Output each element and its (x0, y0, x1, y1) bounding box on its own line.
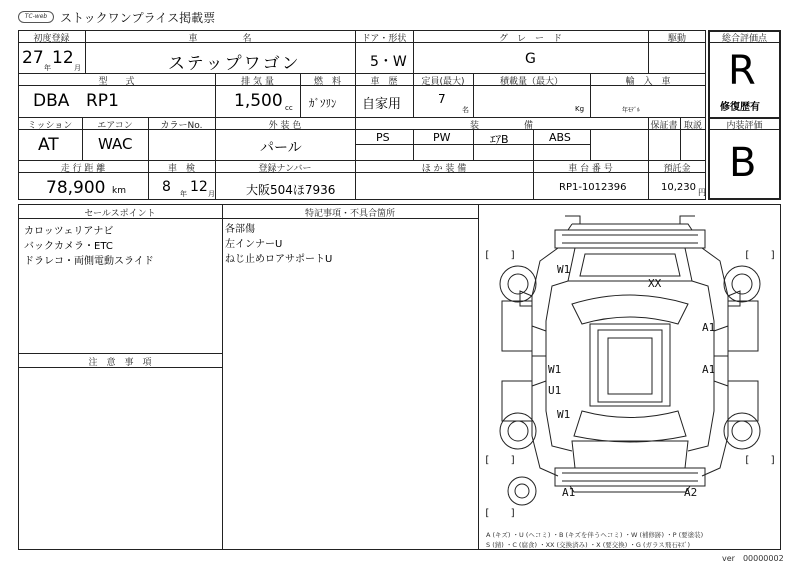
km-unit: km (112, 186, 126, 196)
load-label: 積載量（最大） (499, 77, 563, 87)
aircon-value: WAC (98, 135, 133, 153)
damage-mark-u1: U1 (548, 384, 562, 397)
damage-mark-w1: W1 (548, 363, 562, 376)
sales-point-2: バックカメラ・ETC (24, 241, 113, 252)
history-label: 車 歴 (370, 77, 398, 87)
tcweb-logo: TC-web (18, 11, 54, 23)
equipment-label: 装 備 (469, 121, 533, 131)
manual-label: 取説 (683, 121, 702, 131)
inspection-month-unit: 月 (208, 190, 215, 198)
interior-eval-label: 内装評価 (726, 121, 763, 131)
overall-eval-label: 総合評価点 (721, 34, 767, 44)
capacity-value: 7 (438, 92, 446, 106)
equip-ps: PS (376, 131, 390, 144)
kg-unit: Kg (575, 105, 585, 113)
damage-mark-a1: A1 (562, 486, 576, 499)
notes-title-label: 特記事項・不具合箇所 (304, 209, 395, 219)
chassis-no-label: 車 台 番 号 (568, 164, 613, 174)
equip-abs: ABS (549, 131, 571, 144)
grade-value: G (525, 51, 536, 67)
inspection-year: 8 (162, 179, 171, 195)
note-3: ねじ止めロアサポートU (225, 254, 333, 265)
equip-ab: ｴｱB (490, 133, 509, 146)
person-unit: 名 (462, 106, 469, 114)
inspection-year-unit: 年 (180, 190, 187, 198)
sales-point-label: セールスポイント (84, 209, 156, 219)
bracket-open: [ (484, 455, 491, 466)
car-name-label: 車 名 (188, 34, 252, 44)
bracket-open: [ (744, 250, 751, 261)
cc-unit: cc (285, 104, 293, 112)
sales-point-3: ドラレコ・両側電動スライド (24, 256, 154, 267)
mission-label: ミッション (27, 121, 73, 131)
fuel-label: 燃 料 (313, 77, 341, 87)
deposit-label: 預託金 (663, 164, 691, 174)
month-unit: 月 (74, 64, 81, 72)
inspection-month: 12 (190, 179, 208, 195)
bracket-close: ] (510, 508, 517, 519)
legend-line-2: S (錆) ・C (腐食) ・XX (交換済み) ・X (要交換) ・G (ガラス飛石ｷｽﾞ) (486, 541, 691, 549)
damage-mark-a2: A2 (684, 486, 698, 499)
legend-line-1: A (キズ) ・U (ヘコミ) ・B (キズを伴うヘコミ) ・W (補修跡) ・P (要塗装) (486, 531, 704, 539)
damage-mark-a1: A1 (702, 321, 716, 334)
warranty-label: 保証書 (650, 121, 678, 131)
inspection-label: 車 検 (167, 164, 195, 174)
color-no-label: カラーNo. (160, 121, 203, 131)
repair-history-label: 修復歴有 (720, 102, 760, 113)
bracket-open: [ (484, 250, 491, 261)
bracket-open: [ (484, 508, 491, 519)
import-label: 輸 入 車 (625, 77, 671, 87)
equip-pw: PW (433, 131, 451, 144)
bracket-open: [ (744, 455, 751, 466)
exterior-color-value: パール (260, 140, 302, 156)
caution-label: 注 意 事 項 (88, 358, 152, 368)
door-form-label: ドア・形状 (361, 34, 407, 44)
bracket-close: ] (510, 250, 517, 261)
damage-mark-a1: A1 (702, 363, 716, 376)
grade-label: グ レ ー ド (498, 34, 562, 44)
sales-point-1: カロッツェリアナビ (24, 226, 114, 237)
mileage-label: 走 行 距 離 (60, 164, 106, 174)
plate-label: 登録ナンバー (258, 164, 312, 174)
plate-value: 大阪504ほ7936 (246, 183, 336, 197)
yen-unit: 円 (698, 188, 706, 197)
interior-score: B (729, 140, 757, 186)
bracket-close: ] (770, 250, 777, 261)
mission-value: AT (38, 135, 59, 155)
vehicle-info-table (18, 30, 706, 200)
page-title: ストックワンプライス掲載票 (60, 11, 216, 25)
damage-mark-w1: W1 (557, 408, 571, 421)
damage-mark-xx: XX (648, 277, 662, 290)
first-reg-label: 初度登録 (33, 34, 70, 44)
car-name-value: ステップワゴン (168, 54, 301, 74)
note-1: 各部傷 (225, 224, 255, 235)
capacity-label: 定員(最大) (421, 77, 465, 87)
model-year-unit: 年ﾓﾃﾞﾙ (622, 107, 641, 114)
model-prefix: DBA (33, 91, 70, 111)
model-code: RP1 (86, 91, 119, 111)
drive-label: 駆動 (667, 34, 686, 44)
first-reg-month: 12 (52, 48, 74, 68)
bracket-close: ] (510, 455, 517, 466)
door-form-value: 5・W (370, 54, 407, 70)
fuel-value: ｶﾞｿﾘﾝ (309, 97, 337, 110)
displacement-value: 1,500 (234, 91, 283, 111)
model-label: 型 式 (98, 77, 135, 87)
exterior-color-label: 外 装 色 (268, 121, 302, 131)
mileage-value: 78,900 (46, 178, 106, 198)
deposit-value: 10,230 (661, 182, 696, 193)
version-label: ver 00000002 (722, 554, 784, 563)
overall-score: R (728, 48, 756, 94)
note-2: 左インナーU (225, 239, 283, 250)
year-unit: 年 (44, 64, 51, 72)
bracket-close: ] (770, 455, 777, 466)
aircon-label: エアコン (97, 121, 133, 131)
car-damage-diagram (480, 206, 780, 526)
displacement-label: 排 気 量 (241, 77, 274, 87)
history-value: 自家用 (362, 97, 402, 112)
other-equipment-label: ほ か 装 備 (421, 164, 467, 174)
first-reg-year: 27 (22, 48, 44, 68)
damage-mark-w1: W1 (557, 263, 571, 276)
chassis-no-value: RP1-1012396 (559, 182, 627, 193)
